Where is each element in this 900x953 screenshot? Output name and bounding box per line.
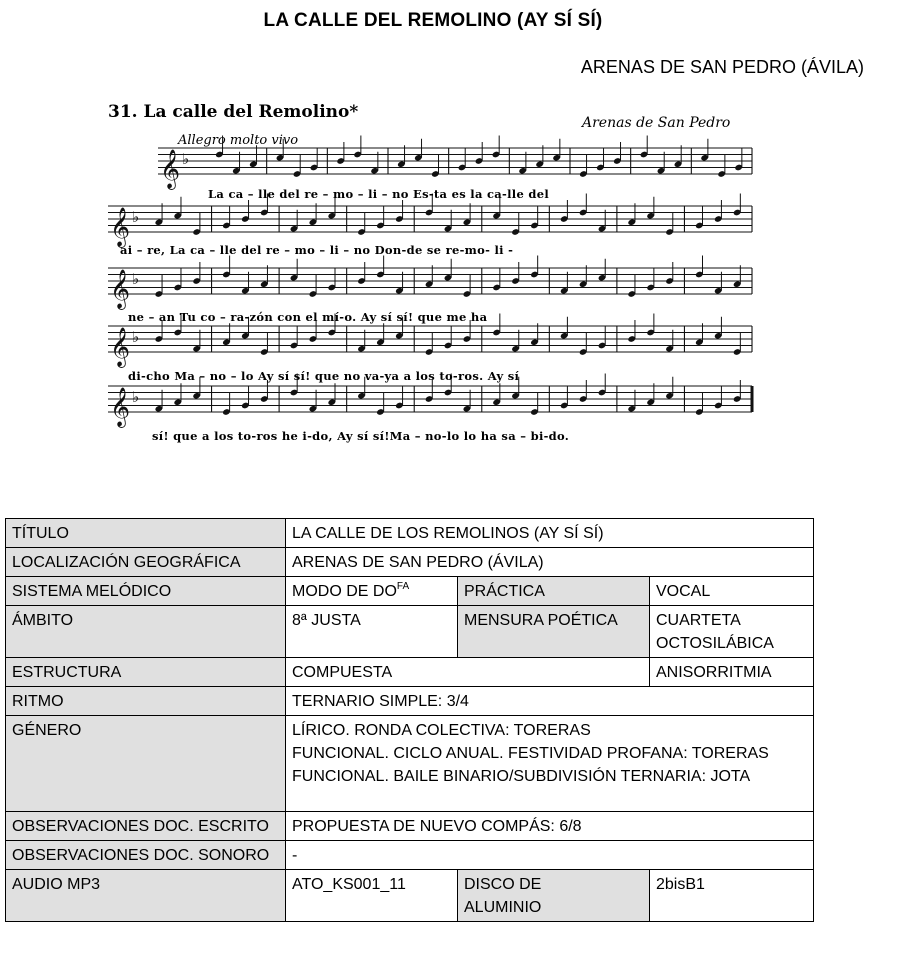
score-place: Arenas de San Pedro bbox=[582, 115, 731, 131]
label-genero: GÉNERO bbox=[6, 716, 286, 812]
row-localizacion bbox=[6, 548, 814, 577]
document-location: ARENAS DE SAN PEDRO (ÁVILA) bbox=[580, 57, 864, 77]
music-score bbox=[100, 96, 760, 446]
score-heading: 31. La calle del Remolino* bbox=[108, 102, 359, 122]
row-ritmo bbox=[6, 687, 814, 716]
treble-clef: 𝄞 bbox=[110, 387, 131, 427]
lyric-line-3: ne – an Tu co – ra-zón con el mí-o. Ay sí sí! que me ha bbox=[128, 310, 488, 324]
value-sistema-sup: FA bbox=[396, 581, 410, 592]
row-genero bbox=[6, 716, 814, 812]
label-obs-sonoro: OBSERVACIONES DOC. SONORO bbox=[6, 841, 286, 870]
label-estructura: ESTRUCTURA bbox=[6, 658, 286, 687]
value-mensura-line-2: OCTOSILÁBICA bbox=[656, 635, 774, 652]
value-sistema bbox=[286, 577, 458, 606]
value-ambito: 8ª JUSTA bbox=[286, 606, 458, 658]
metadata-table bbox=[5, 518, 814, 922]
label-mensura: MENSURA POÉTICA bbox=[458, 606, 650, 658]
value-estructura-extra: ANISORRITMIA bbox=[650, 658, 814, 687]
label-disco-line-2: ALUMINIO bbox=[464, 899, 542, 916]
value-mensura-line-1: CUARTETA bbox=[656, 612, 741, 629]
lyric-line-1: La ca – lle del re – mo – li – no Es-ta es la ca-lle del bbox=[208, 187, 550, 201]
value-audio: ATO_KS001_11 bbox=[286, 870, 458, 922]
value-mensura bbox=[650, 606, 814, 658]
genero-line-2: FUNCIONAL. CICLO ANUAL. FESTIVIDAD PROFANA: TORERAS bbox=[292, 745, 769, 762]
row-obs-escrito bbox=[6, 812, 814, 841]
row-audio bbox=[6, 870, 814, 922]
row-ambito bbox=[6, 606, 814, 658]
value-sistema-text: MODO DE DO bbox=[292, 583, 397, 600]
label-disco bbox=[458, 870, 650, 922]
row-estructura bbox=[6, 658, 814, 687]
label-obs-escrito: OBSERVACIONES DOC. ESCRITO bbox=[6, 812, 286, 841]
label-disco-line-1: DISCO DE bbox=[464, 876, 542, 893]
treble-clef: 𝄞 bbox=[160, 149, 181, 189]
lyric-line-2: ai – re, La ca – lle del re – mo – li – no Don-de se re-mo- li - bbox=[120, 243, 514, 257]
value-obs-sonoro: - bbox=[286, 841, 814, 870]
lyric-line-5: sí! que a los to-ros he i-do, Ay sí sí!Ma – no-lo lo ha sa – bi-do. bbox=[152, 429, 570, 443]
row-obs-sonoro bbox=[6, 841, 814, 870]
treble-clef: 𝄞 bbox=[110, 207, 131, 247]
treble-clef: 𝄞 bbox=[110, 327, 131, 367]
value-disco: 2bisB1 bbox=[650, 870, 814, 922]
genero-line-1: LÍRICO. RONDA COLECTIVA: TORERAS bbox=[292, 722, 591, 739]
lyric-line-4: di-cho Ma – no – lo Ay sí sí! que no va-ya a los to-ros. Ay sí bbox=[128, 369, 520, 383]
key-flat: ♭ bbox=[132, 270, 140, 288]
value-estructura: COMPUESTA bbox=[286, 658, 650, 687]
key-flat: ♭ bbox=[132, 328, 140, 346]
value-titulo: LA CALLE DE LOS REMOLINOS (AY SÍ SÍ) bbox=[286, 519, 814, 548]
genero-line-3: FUNCIONAL. BAILE BINARIO/SUBDIVISIÓN TERNARIA: JOTA bbox=[292, 768, 751, 785]
label-practica: PRÁCTICA bbox=[458, 577, 650, 606]
treble-clef: 𝄞 bbox=[110, 269, 131, 309]
label-titulo: TÍTULO bbox=[6, 519, 286, 548]
value-practica: VOCAL bbox=[650, 577, 814, 606]
score-tempo: Allegro molto vivo bbox=[178, 133, 299, 148]
label-sistema: SISTEMA MELÓDICO bbox=[6, 577, 286, 606]
value-ritmo: TERNARIO SIMPLE: 3/4 bbox=[286, 687, 814, 716]
label-audio: AUDIO MP3 bbox=[6, 870, 286, 922]
key-flat: ♭ bbox=[182, 150, 190, 168]
label-ritmo: RITMO bbox=[6, 687, 286, 716]
value-obs-escrito: PROPUESTA DE NUEVO COMPÁS: 6/8 bbox=[286, 812, 814, 841]
value-genero bbox=[286, 716, 814, 812]
key-flat: ♭ bbox=[132, 388, 140, 406]
row-sistema bbox=[6, 577, 814, 606]
key-flat: ♭ bbox=[132, 208, 140, 226]
label-localizacion: LOCALIZACIÓN GEOGRÁFICA bbox=[6, 548, 286, 577]
value-localizacion: ARENAS DE SAN PEDRO (ÁVILA) bbox=[286, 548, 814, 577]
label-ambito: ÁMBITO bbox=[6, 606, 286, 658]
document-title: LA CALLE DEL REMOLINO (AY SÍ SÍ) bbox=[263, 10, 603, 31]
row-titulo bbox=[6, 519, 814, 548]
